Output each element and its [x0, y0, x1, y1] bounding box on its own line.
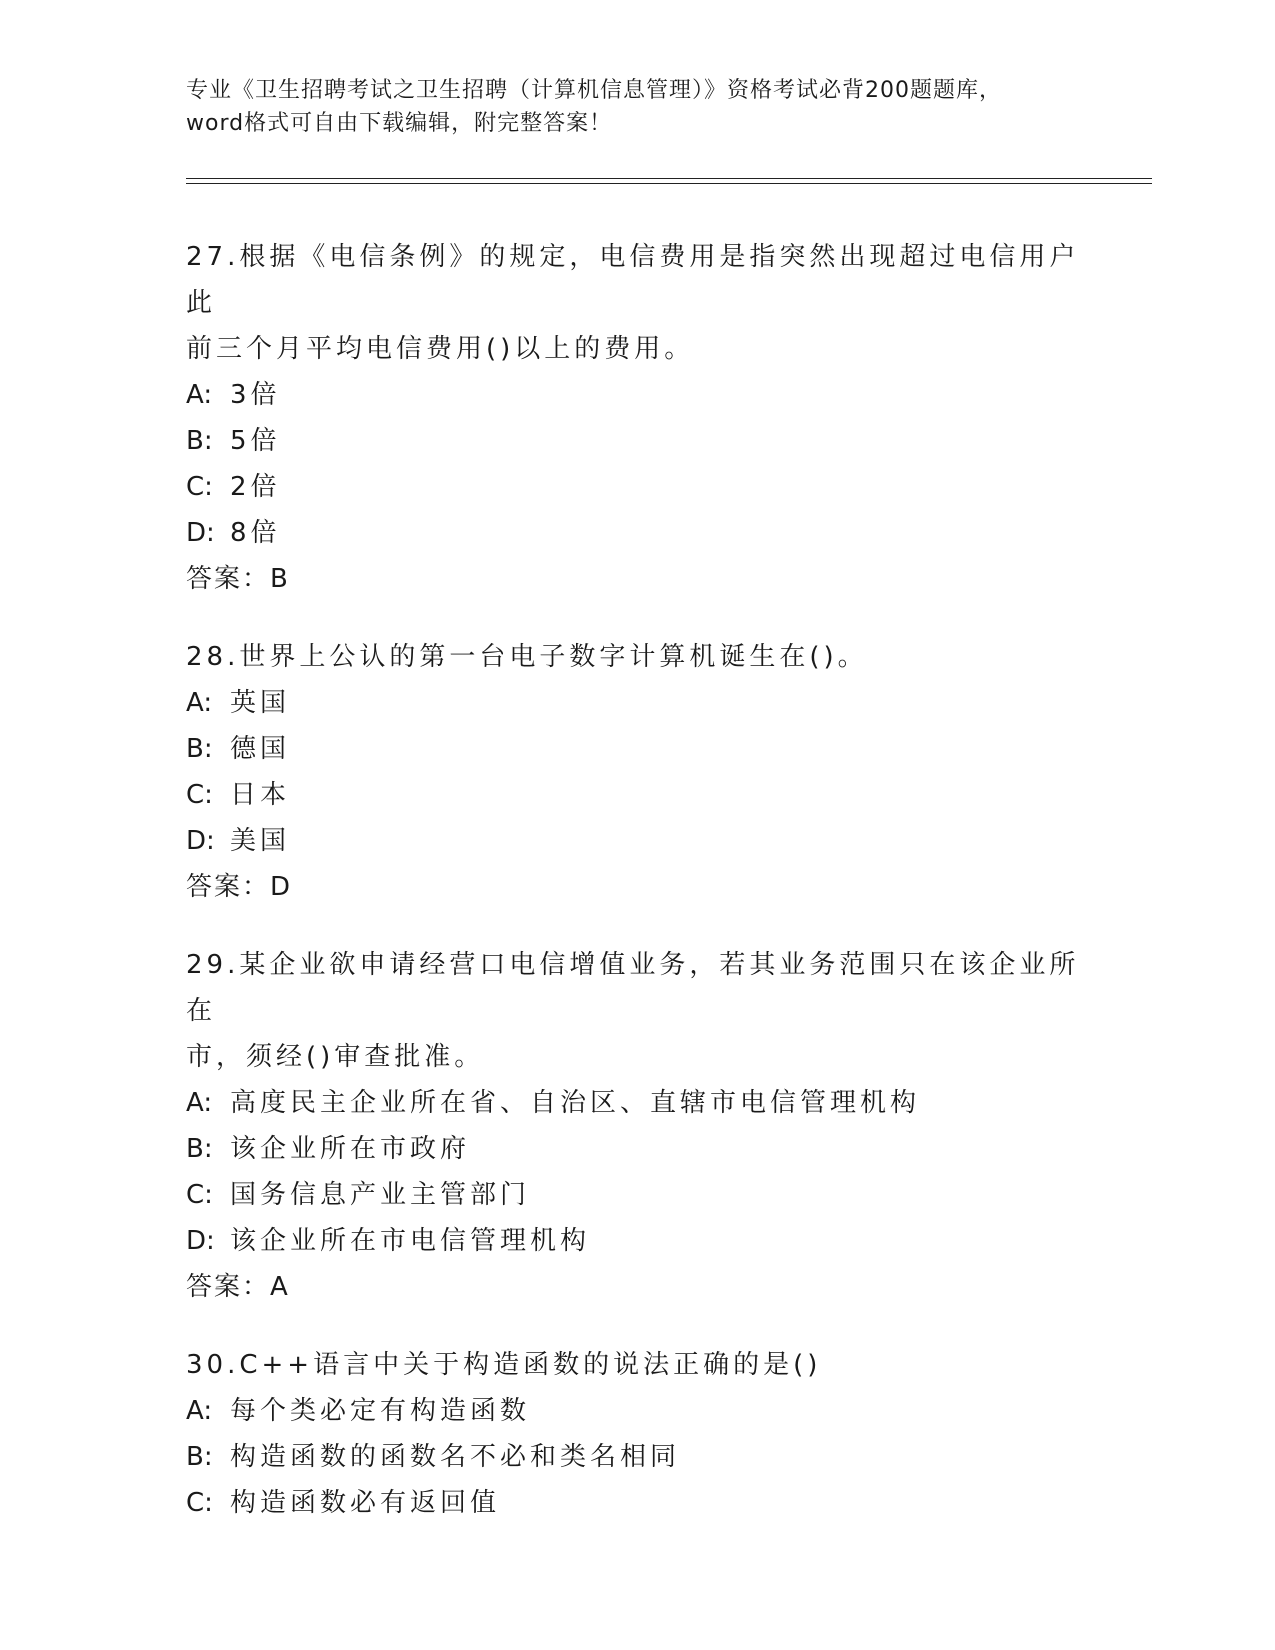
option-key: B: [186, 426, 213, 456]
option-key: B: [186, 1442, 213, 1472]
header-line-2: word格式可自由下载编辑，附完整答案！ [186, 111, 613, 136]
question-text: 前三个月平均电信费用()以上的费用。 [186, 334, 695, 364]
option-key: D: [186, 518, 215, 548]
option-d [186, 1218, 1086, 1264]
option-a [186, 680, 1086, 726]
option-c [186, 464, 1086, 510]
option-a [186, 1388, 1086, 1434]
question-27 [186, 234, 1086, 602]
header-line-1: 专业《卫生招聘考试之卫生招聘（计算机信息管理）》资格考试必背200题题库， [186, 78, 1002, 103]
document-header [186, 74, 1086, 140]
option-b [186, 1126, 1086, 1172]
answer-line: 答案：B [186, 564, 290, 594]
option-b [186, 726, 1086, 772]
option-text: 美国 [230, 826, 291, 856]
option-key: D: [186, 826, 215, 856]
option-key: C: [186, 472, 213, 502]
question-text: 29.某企业欲申请经营口电信增值业务，若其业务范围只在该企业所在 [186, 950, 1080, 1026]
option-key: B: [186, 734, 213, 764]
option-key: A: [186, 688, 213, 718]
option-d [186, 510, 1086, 556]
option-text: 每个类必定有构造函数 [230, 1396, 531, 1426]
header-divider-top [186, 178, 1152, 179]
header-divider-bottom [186, 183, 1152, 184]
option-text: 8倍 [230, 518, 281, 548]
option-key: A: [186, 1088, 213, 1118]
option-d [186, 818, 1086, 864]
option-text: 5倍 [230, 426, 281, 456]
option-text: 高度民主企业所在省、自治区、直辖市电信管理机构 [230, 1088, 921, 1118]
option-key: A: [186, 380, 213, 410]
answer-line: 答案：A [186, 1272, 290, 1302]
option-text: 德国 [230, 734, 291, 764]
question-text: 27.根据《电信条例》的规定，电信费用是指突然出现超过电信用户此 [186, 242, 1080, 318]
question-text: 30.C++语言中关于构造函数的说法正确的是() [186, 1350, 822, 1380]
option-text: 构造函数必有返回值 [230, 1488, 501, 1518]
option-key: C: [186, 780, 213, 810]
option-key: A: [186, 1396, 213, 1426]
option-text: 国务信息产业主管部门 [230, 1180, 531, 1210]
option-text: 日本 [230, 780, 291, 810]
option-a [186, 372, 1086, 418]
option-text: 该企业所在市电信管理机构 [230, 1226, 591, 1256]
answer-line: 答案：D [186, 872, 293, 902]
option-text: 英国 [230, 688, 291, 718]
option-text: 构造函数的函数名不必和类名相同 [230, 1442, 681, 1472]
option-text: 2倍 [230, 472, 281, 502]
option-key: D: [186, 1226, 215, 1256]
option-c [186, 1172, 1086, 1218]
option-key: C: [186, 1180, 213, 1210]
option-b [186, 1434, 1086, 1480]
option-b [186, 418, 1086, 464]
question-28 [186, 634, 1086, 910]
option-text: 该企业所在市政府 [230, 1134, 471, 1164]
question-29 [186, 942, 1086, 1310]
option-a [186, 1080, 1086, 1126]
option-text: 3倍 [230, 380, 281, 410]
question-30 [186, 1342, 1086, 1526]
option-c [186, 772, 1086, 818]
question-text: 市，须经()审查批准。 [186, 1042, 485, 1072]
question-list [186, 234, 1086, 1558]
option-key: C: [186, 1488, 213, 1518]
option-key: B: [186, 1134, 213, 1164]
option-c [186, 1480, 1086, 1526]
question-text: 28.世界上公认的第一台电子数字计算机诞生在()。 [186, 642, 868, 672]
